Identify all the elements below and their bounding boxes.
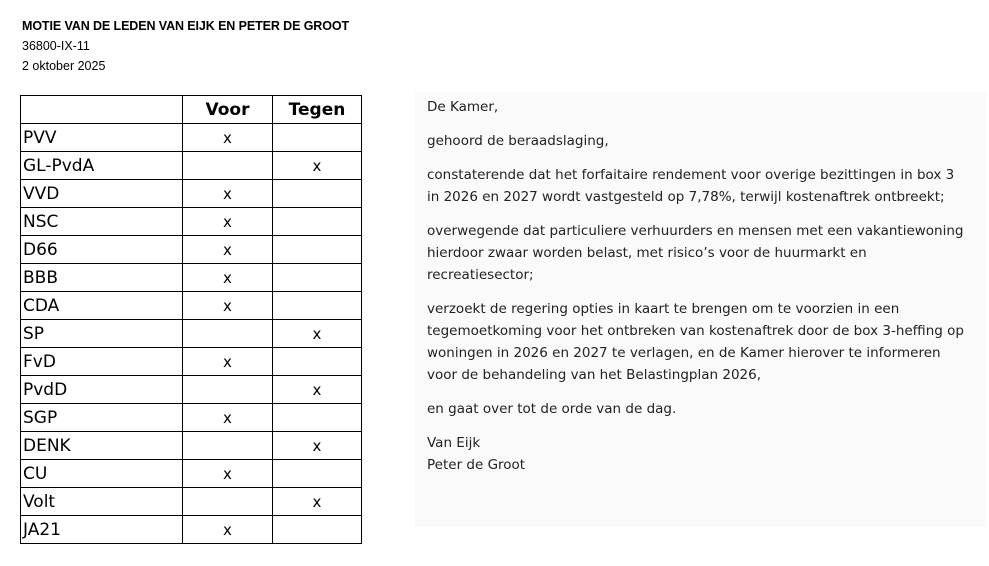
signatory: Van Eijk [427,435,481,451]
voor-mark [183,152,273,180]
table-row [21,292,362,320]
party-name: GL-PvdA [21,152,183,180]
motion-considering: constaterende dat het forfaitaire rendement voor overige bezittingen in box 3 in 2026 en 2027 wordt vastgesteld op 7,78%, terwijl kostenaftrek ontbreekt; [427,167,955,205]
table-row [21,432,362,460]
party-name: FvD [21,348,183,376]
motion-heard: gehoord de beraadslaging, [427,133,609,149]
motion-weighing: overwegende dat particuliere verhuurders en mensen met een vakantiewoning hierdoor zwaar worden belast, met risico’s voor de huurmarkt en recreatiesector; [427,223,964,283]
table-row [21,320,362,348]
tegen-mark [273,124,362,152]
party-name: SGP [21,404,183,432]
party-name: PVV [21,124,183,152]
voor-mark [183,376,273,404]
voor-mark: x [183,236,273,264]
vote-table-header [21,96,362,124]
voor-mark: x [183,124,273,152]
tegen-mark [273,236,362,264]
tegen-mark [273,516,362,544]
voor-mark: x [183,264,273,292]
signatory: Peter de Groot [427,457,526,473]
table-row [21,460,362,488]
motion-title: MOTIE VAN DE LEDEN VAN EIJK EN PETER DE GROOT [22,19,350,33]
motion-date: 2 oktober 2025 [22,59,106,73]
party-name: SP [21,320,183,348]
table-row [21,348,362,376]
motion-request: verzoekt de regering opties in kaart te brengen om te voorzien in een tegemoetkoming voor het ontbreken van kostenaftrek door de box 3-heffing op woningen in 2026 en 2027 te verlagen, en de Kamer hierover te informeren voor de behandeling van het Belastingplan 2026, [427,301,964,383]
table-row [21,152,362,180]
table-row [21,516,362,544]
table-row [21,264,362,292]
table-row [21,376,362,404]
table-row [21,208,362,236]
party-column-header [21,96,183,124]
voor-mark: x [183,208,273,236]
party-name: CU [21,460,183,488]
tegen-mark [273,180,362,208]
voor-mark: x [183,292,273,320]
party-name: D66 [21,236,183,264]
tegen-mark: x [273,488,362,516]
table-row [21,404,362,432]
tegen-mark: x [273,432,362,460]
party-name: Volt [21,488,183,516]
tegen-column-header: Tegen [273,96,362,124]
tegen-mark: x [273,376,362,404]
party-name: BBB [21,264,183,292]
voor-column-header: Voor [183,96,273,124]
voor-mark: x [183,460,273,488]
voor-mark [183,320,273,348]
party-name: DENK [21,432,183,460]
voor-mark: x [183,348,273,376]
party-name: JA21 [21,516,183,544]
voor-mark: x [183,404,273,432]
party-name: VVD [21,180,183,208]
table-row [21,180,362,208]
motion-closing: en gaat over tot de orde van de dag. [427,401,677,417]
vote-table [20,95,362,544]
voor-mark [183,488,273,516]
document-header [22,16,349,76]
tegen-mark: x [273,152,362,180]
tegen-mark [273,404,362,432]
motion-salutation: De Kamer, [427,99,499,115]
voor-mark [183,432,273,460]
tegen-mark [273,292,362,320]
table-row [21,488,362,516]
table-row [21,124,362,152]
tegen-mark [273,348,362,376]
tegen-mark [273,264,362,292]
party-name: PvdD [21,376,183,404]
tegen-mark [273,208,362,236]
reference-number: 36800-IX-11 [22,39,90,53]
motion-text-panel [415,92,986,527]
voor-mark: x [183,180,273,208]
vote-table-body [21,124,362,544]
tegen-mark [273,460,362,488]
party-name: NSC [21,208,183,236]
voor-mark: x [183,516,273,544]
tegen-mark: x [273,320,362,348]
table-row [21,236,362,264]
party-name: CDA [21,292,183,320]
